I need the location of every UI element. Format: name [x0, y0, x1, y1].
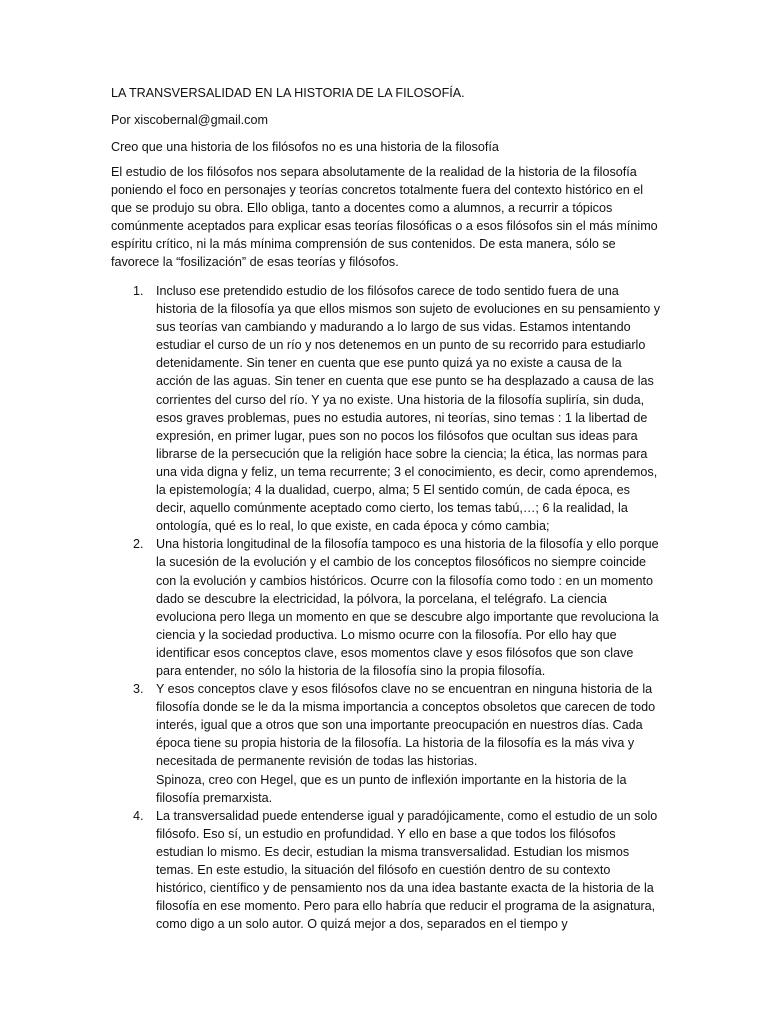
list-item-extra-text: Spinoza, creo con Hegel, que es un punto de inflexión importante en la historia de la filosofía premarxista.	[156, 772, 627, 805]
document-title: LA TRANSVERSALIDAD EN LA HISTORIA DE LA FILOSOFÍA.	[111, 86, 465, 100]
intro-paragraph: El estudio de los filósofos nos separa absolutamente de la realidad de la historia de la filosofía poniendo el foco en personajes y teorías concretos totalmente fuera del contexto histórico en el que se produjo su obra. Ello obliga, tanto a docentes como a alumnos, a recurrir a tópicos comúnmente aceptados para explicar esas teorías filosóficas o a esos filósofos sin el más mínimo espíritu crítico, ni la más mínima comprensión de sus contenidos. De esta manera, sólo se favorece la “fosilización” de esas teorías y filósofos.	[111, 165, 658, 270]
list-item-text: Una historia longitudinal de la filosofía tampoco es una historia de la filosofía y ello porque la sucesión de la evolución y el cambio de los conceptos filosóficos no siempre coincide con la evolución y cambios históricos. Ocurre con la filosofía como todo : en un momento dado se descubre la electricidad, la pólvora, la porcelana, el telégrafo. La ciencia evoluciona pero llega un momento en que se descubre algo importante que revoluciona la ciencia y la sociedad productiva. Lo mismo ocurre con la filosofía. Por ello hay que identificar esos conceptos clave, esos momentos clave y esos filósofos que son clave para entender, no sólo la historia de la filosofía sino la propia filosofía.	[156, 537, 659, 678]
list-item	[111, 535, 661, 680]
list-item-number: 4.	[133, 808, 144, 823]
list-item-text: Y esos conceptos clave y esos filósofos clave no se encuentran en ninguna historia de la filosofía donde se le da la misma importancia a conceptos obsoletos que carecen de todo interés, igual que a otros que son una importante preocupación en nuestros días. Cada época tiene su propia historia de la filosofía. La historia de la filosofía es la más viva y necesitada de permanente revisión de todas las historias.	[156, 682, 656, 769]
list-item	[111, 680, 661, 807]
author-line: Por xiscobernal@gmail.com	[111, 113, 268, 127]
list-item-text: La transversalidad puede entenderse igual y paradójicamente, como el estudio de un solo filósofo. Eso sí, un estudio en profundidad. Y ello en base a que todos los filósofos estudian lo mismo. Es decir, estudian la misma transversalidad. Estudian los mismos temas. En este estudio, la situación del filósofo en cuestión dentro de su contexto histórico, científico y de pensamiento nos da una idea bastante exacta de la historia de la filosofía en ese momento. Pero para ello habría que reducir el programa de la asignatura, como digo a un solo autor. O quizá mejor a dos, separados en el tiempo y	[156, 808, 658, 932]
list-item-number: 1.	[133, 284, 144, 298]
list-item	[111, 807, 661, 934]
list-item	[111, 282, 661, 535]
list-item-number: 2.	[133, 537, 144, 552]
numbered-list	[111, 282, 661, 933]
list-item-number: 3.	[133, 682, 144, 697]
list-item-text: Incluso ese pretendido estudio de los filósofos carece de todo sentido fuera de una historia de la filosofía ya que ellos mismos son sujeto de evoluciones en su pensamiento y sus teorías van cambiando y madurando a lo largo de sus vidas. Estamos intentando estudiar el curso de un río y nos detenemos en un punto de su recorrido para estudiarlo detenidamente. Sin tener en cuenta que ese punto quizá ya no existe a causa de la acción de las aguas. Sin tener en cuenta que ese punto se ha desplazado a causa de las corrientes del curso del río. Y ya no existe. Una historia de la filosofía supliría, sin duda, esos graves problemas, pues no estudia autores, ni teorías, sino temas : 1 la libertad de expresión, en primer lugar, pues son no pocos los filósofos que ocultan sus ideas para librarse de la persecución que la religión hace sobre la ciencia; la ética, las normas para una vida digna y feliz, un tema recurrente; 3 el conocimiento, es decir, como aprendemos, la epistemología; 4 la dualidad, cuerpo, alma; 5 El sentido común, de cada época, es decir, aquello comúnmente aceptado como cierto, los temas tabú,…; 6 la realidad, la ontología, qué es lo real, lo que existe, en cada época y cómo cambia;	[156, 284, 661, 534]
document-subtitle: Creo que una historia de los filósofos no es una historia de la filosofía	[111, 140, 499, 154]
